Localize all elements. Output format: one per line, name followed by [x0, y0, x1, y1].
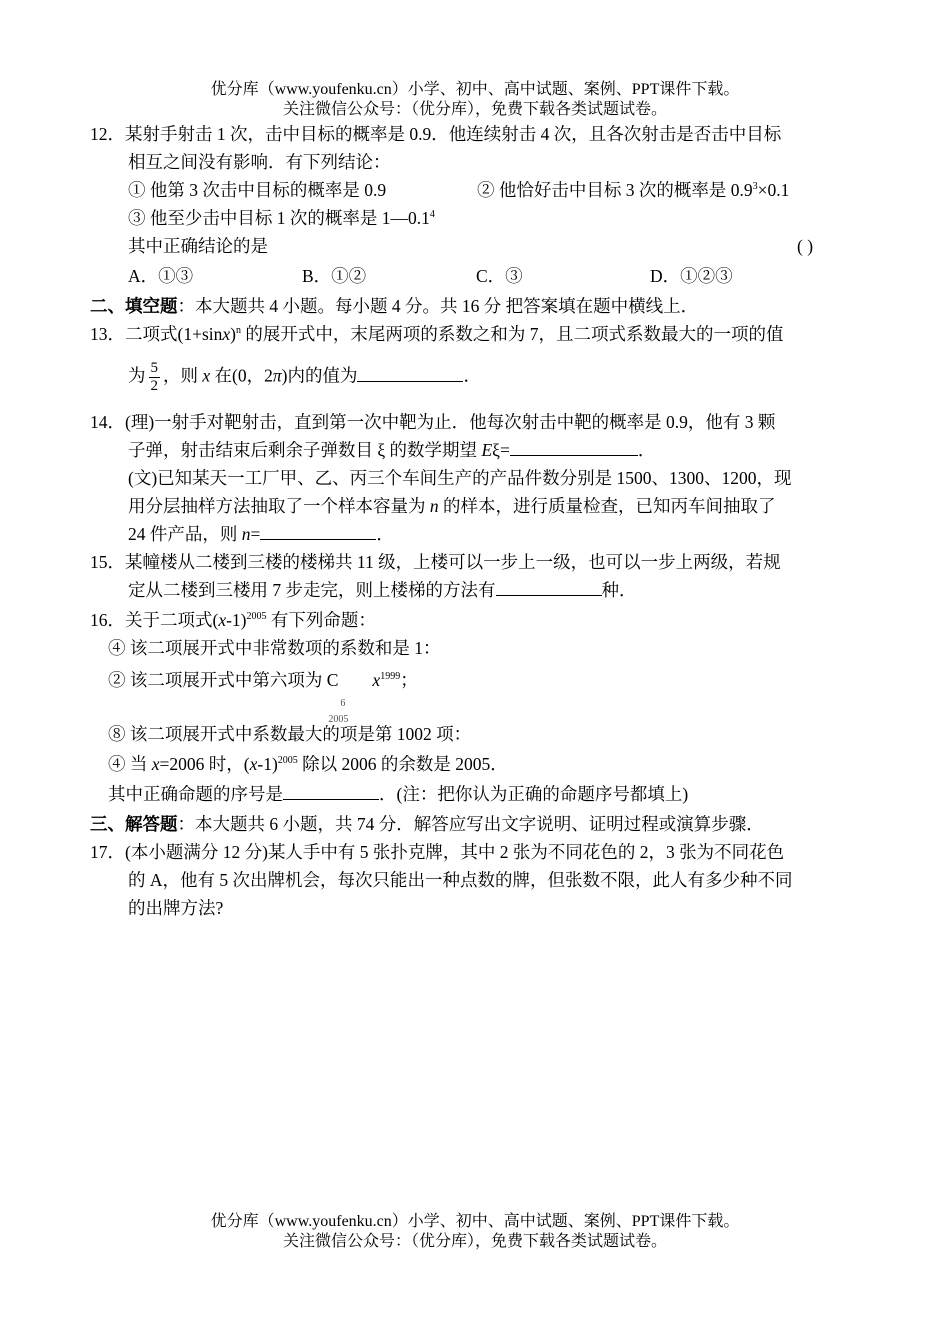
q16-answer-blank[interactable] [283, 783, 379, 800]
q13-answer-blank[interactable] [357, 365, 463, 382]
q14-line-2: 子弹，射击结束后剩余子弹数目 ξ 的数学期望 Eξ= ． [128, 440, 656, 460]
q14-line-1: 14．(理)一射手对靶射击，直到第一次中靶为止．他每次射击中靶的概率是 0.9，他有 3 颗 [90, 412, 776, 432]
q12-ask: 其中正确结论的是 [128, 236, 268, 256]
q13-line-2: 为 $\frac{5}{2}$ ，则 x 在(0，2π)内的值为 ． [128, 360, 481, 394]
q17-line-3: 的出牌方法? [128, 898, 224, 918]
q12-option-1: ① 他第 3 次击中目标的概率是 0.9 [128, 180, 387, 200]
q12-line-1: 12．某射手射击 1 次，击中目标的概率是 0.9．他连续射击 4 次，且各次射击是否击中目标 [90, 124, 782, 144]
q12-choice-d: D．①②③ [650, 266, 733, 286]
q13-line-1: 13．二项式$(1+\sin x)^n$ 的展开式中，末尾两项的系数之和为 7，且二项式系数最大的一项的值 [90, 324, 784, 344]
fraction-five-halves: $\frac{5}{2}$ [150, 360, 158, 394]
header-line-1: 优分库（www.youfenku.cn）小学、初中、高中试题、案例、PPT课件下载。 [210, 81, 740, 98]
q15-line-2: 定从二楼到三楼用 7 步走完，则上楼梯的方法有 种． [128, 580, 637, 600]
q15-line-1: 15．某幢楼从二楼到三楼的楼梯共 11 级，上楼可以一步上一级，也可以一步上两级，若规 [90, 552, 781, 572]
q14-line-5: 24 件产品，则 n= ． [128, 524, 394, 544]
q15-answer-blank[interactable] [496, 579, 602, 596]
q16-line-1: 16．关于二项式$(x-1)^{2005}$ 有下列命题： [90, 610, 376, 630]
q16-proposition-4: ④ 当 x=2006 时，$(x-1)^{2005}$ 除以 2006 的余数是 2005． [108, 754, 508, 774]
section-3-heading: 三、解答题：本大题共 6 小题，共 74 分．解答应写出文字说明、证明过程或演算步骤． [90, 814, 764, 834]
q12-choice-b: B．①② [302, 266, 367, 286]
q17-line-1: 17．(本小题满分 12 分)某人手中有 5 张扑克牌，其中 2 张为不同花色的 2，3 张为不同花色 [90, 842, 785, 862]
section-2-heading: 二、填空题：本大题共 4 小题。每小题 4 分。共 16 分 把答案填在题中横线上． [90, 296, 699, 316]
q16-proposition-2: ② 该二项展开式中第六项为 C 6 2005 $x^{1999}$； [108, 670, 418, 725]
q12-option-3: ③ 他至少击中目标 1 次的概率是 $1—0.1^4$ [128, 208, 435, 228]
q14-line-3: (文)已知某天一工厂甲、乙、丙三个车间生产的产品件数分别是 1500、1300、1200，现 [128, 468, 792, 488]
q16-proposition-3: ⑧ 该二项展开式中系数最大的项是第 1002 项： [108, 724, 472, 744]
q16-ask: 其中正确命题的序号是 ．(注：把你认为正确的命题序号都填上) [108, 784, 689, 804]
q12-line-2: 相互之间没有影响．有下列结论： [128, 152, 391, 172]
q12-option-2: ② 他恰好击中目标 3 次的概率是 $0.9^3\times 0.1$ [477, 180, 790, 200]
q14-n-blank[interactable] [260, 523, 376, 540]
footer-line-2: 关注微信公众号：（优分库），免费下载各类试题试卷。 [282, 1233, 667, 1250]
q12-choice-c: C．③ [476, 266, 523, 286]
q14-line-4: 用分层抽样方法抽取了一个样本容量为 n 的样本，进行质量检查，已知丙车间抽取了 [128, 496, 776, 516]
q14-expectation-blank[interactable] [510, 439, 638, 456]
q16-proposition-1: ④ 该二项展开式中非常数项的系数和是 1： [108, 638, 441, 658]
footer-line-1: 优分库（www.youfenku.cn）小学、初中、高中试题、案例、PPT课件下载。 [210, 1213, 740, 1230]
q17-line-2: 的 A，他有 5 次出牌机会，每次只能出一种点数的牌，但张数不限，此人有多少种不同 [128, 870, 793, 890]
header-line-2: 关注微信公众号：（优分库），免费下载各类试题试卷。 [282, 101, 667, 118]
q12-answer-paren: ( ) [797, 236, 814, 256]
q12-choice-a: A．①③ [128, 266, 194, 286]
